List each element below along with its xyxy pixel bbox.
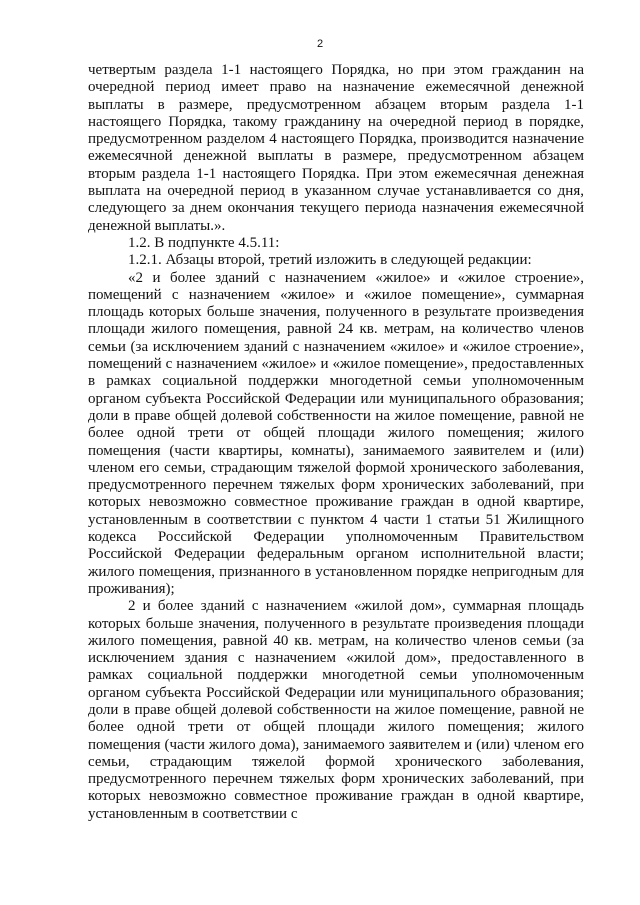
page-number: 2 bbox=[316, 38, 324, 50]
paragraph-subclause-1-2: 1.2. В подпункте 4.5.11: bbox=[128, 234, 280, 251]
paragraph-amendment-text-2: 2 и более зданий с назначением «жилой дом», суммарная площадь которых больше значения, полученного в результате произведения площади жилого помещения, равной 40 кв. метрам, на количество членов семьи (за исключением здания с назначением «жилой дом», предоставленного в рамках социальной поддержки многодетной семьи уполномоченным органом субъекта Российской Федерации или муниципального образования; доли в праве общей долевой собственности на жилое помещение, равной не более одной трети от общей площади жилого помещения; жилого помещения (части жилого дома), занимаемого заявителем и (или) членом его семьи, страдающим тяжелой формой хронического заболевания, предусмотренного перечнем тяжелых форм хронических заболеваний, при которых невозможно совместное проживание граждан в одной квартире, установленным в соответствии с bbox=[88, 598, 584, 822]
paragraph-amendment-text-1: «2 и более зданий с назначением «жилое» и «жилое строение», помещений с назначением «жилое» и «жилое помещение», суммарная площадь которых больше значения, полученного в результате произведения площади жилого помещения, равной 24 кв. метрам, на количество членов семьи (за исключением зданий с назначением «жилое» и «жилое строение», помещений с назначением «жилое» и «жилое помещение», предоставленных в рамках социальной поддержки многодетной семьи уполномоченным органом субъекта Российской Федерации или муниципального образования; доли в праве общей долевой собственности на жилое помещение, равной не более одной трети от общей площади жилого помещения; жилого помещения (части квартиры, комнаты), занимаемого заявителем и (или) членом его семьи, страдающим тяжелой формой хронического заболевания, предусмотренного перечнем тяжелых форм хронических заболеваний, при которых невозможно совместное проживание граждан в одной квартире, установленным в соответствии с пунктом 4 части 1 статьи 51 Жилищного кодекса Российской Федерации уполномоченным Правительством Российской Федерации федеральным органом исполнительной власти; жилого помещения, признанного в установленном порядке непригодным для проживания); bbox=[88, 269, 584, 597]
paragraph-subclause-1-2-1: 1.2.1. Абзацы второй, третий изложить в следующей редакции: bbox=[128, 252, 532, 269]
paragraph-continuation: четвертым раздела 1-1 настоящего Порядка, но при этом гражданин на очередной период имеет право на назначение ежемесячной денежной выплаты в размере, предусмотренном абзацем вторым раздела 1-1 настоящего Порядка, такому гражданину на очередной период в порядке, предусмотренном разделом 4 настоящего Порядка, производится назначение ежемесячной денежной выплаты в размере, предусмотренном абзацем вторым раздела 1-1 настоящего Порядка. При этом ежемесячная денежная выплата на очередной период в указанном случае устанавливается со дня, следующего за днем окончания текущего периода назначения ежемесячной денежной выплаты.». bbox=[88, 62, 584, 234]
document-body bbox=[88, 62, 584, 823]
